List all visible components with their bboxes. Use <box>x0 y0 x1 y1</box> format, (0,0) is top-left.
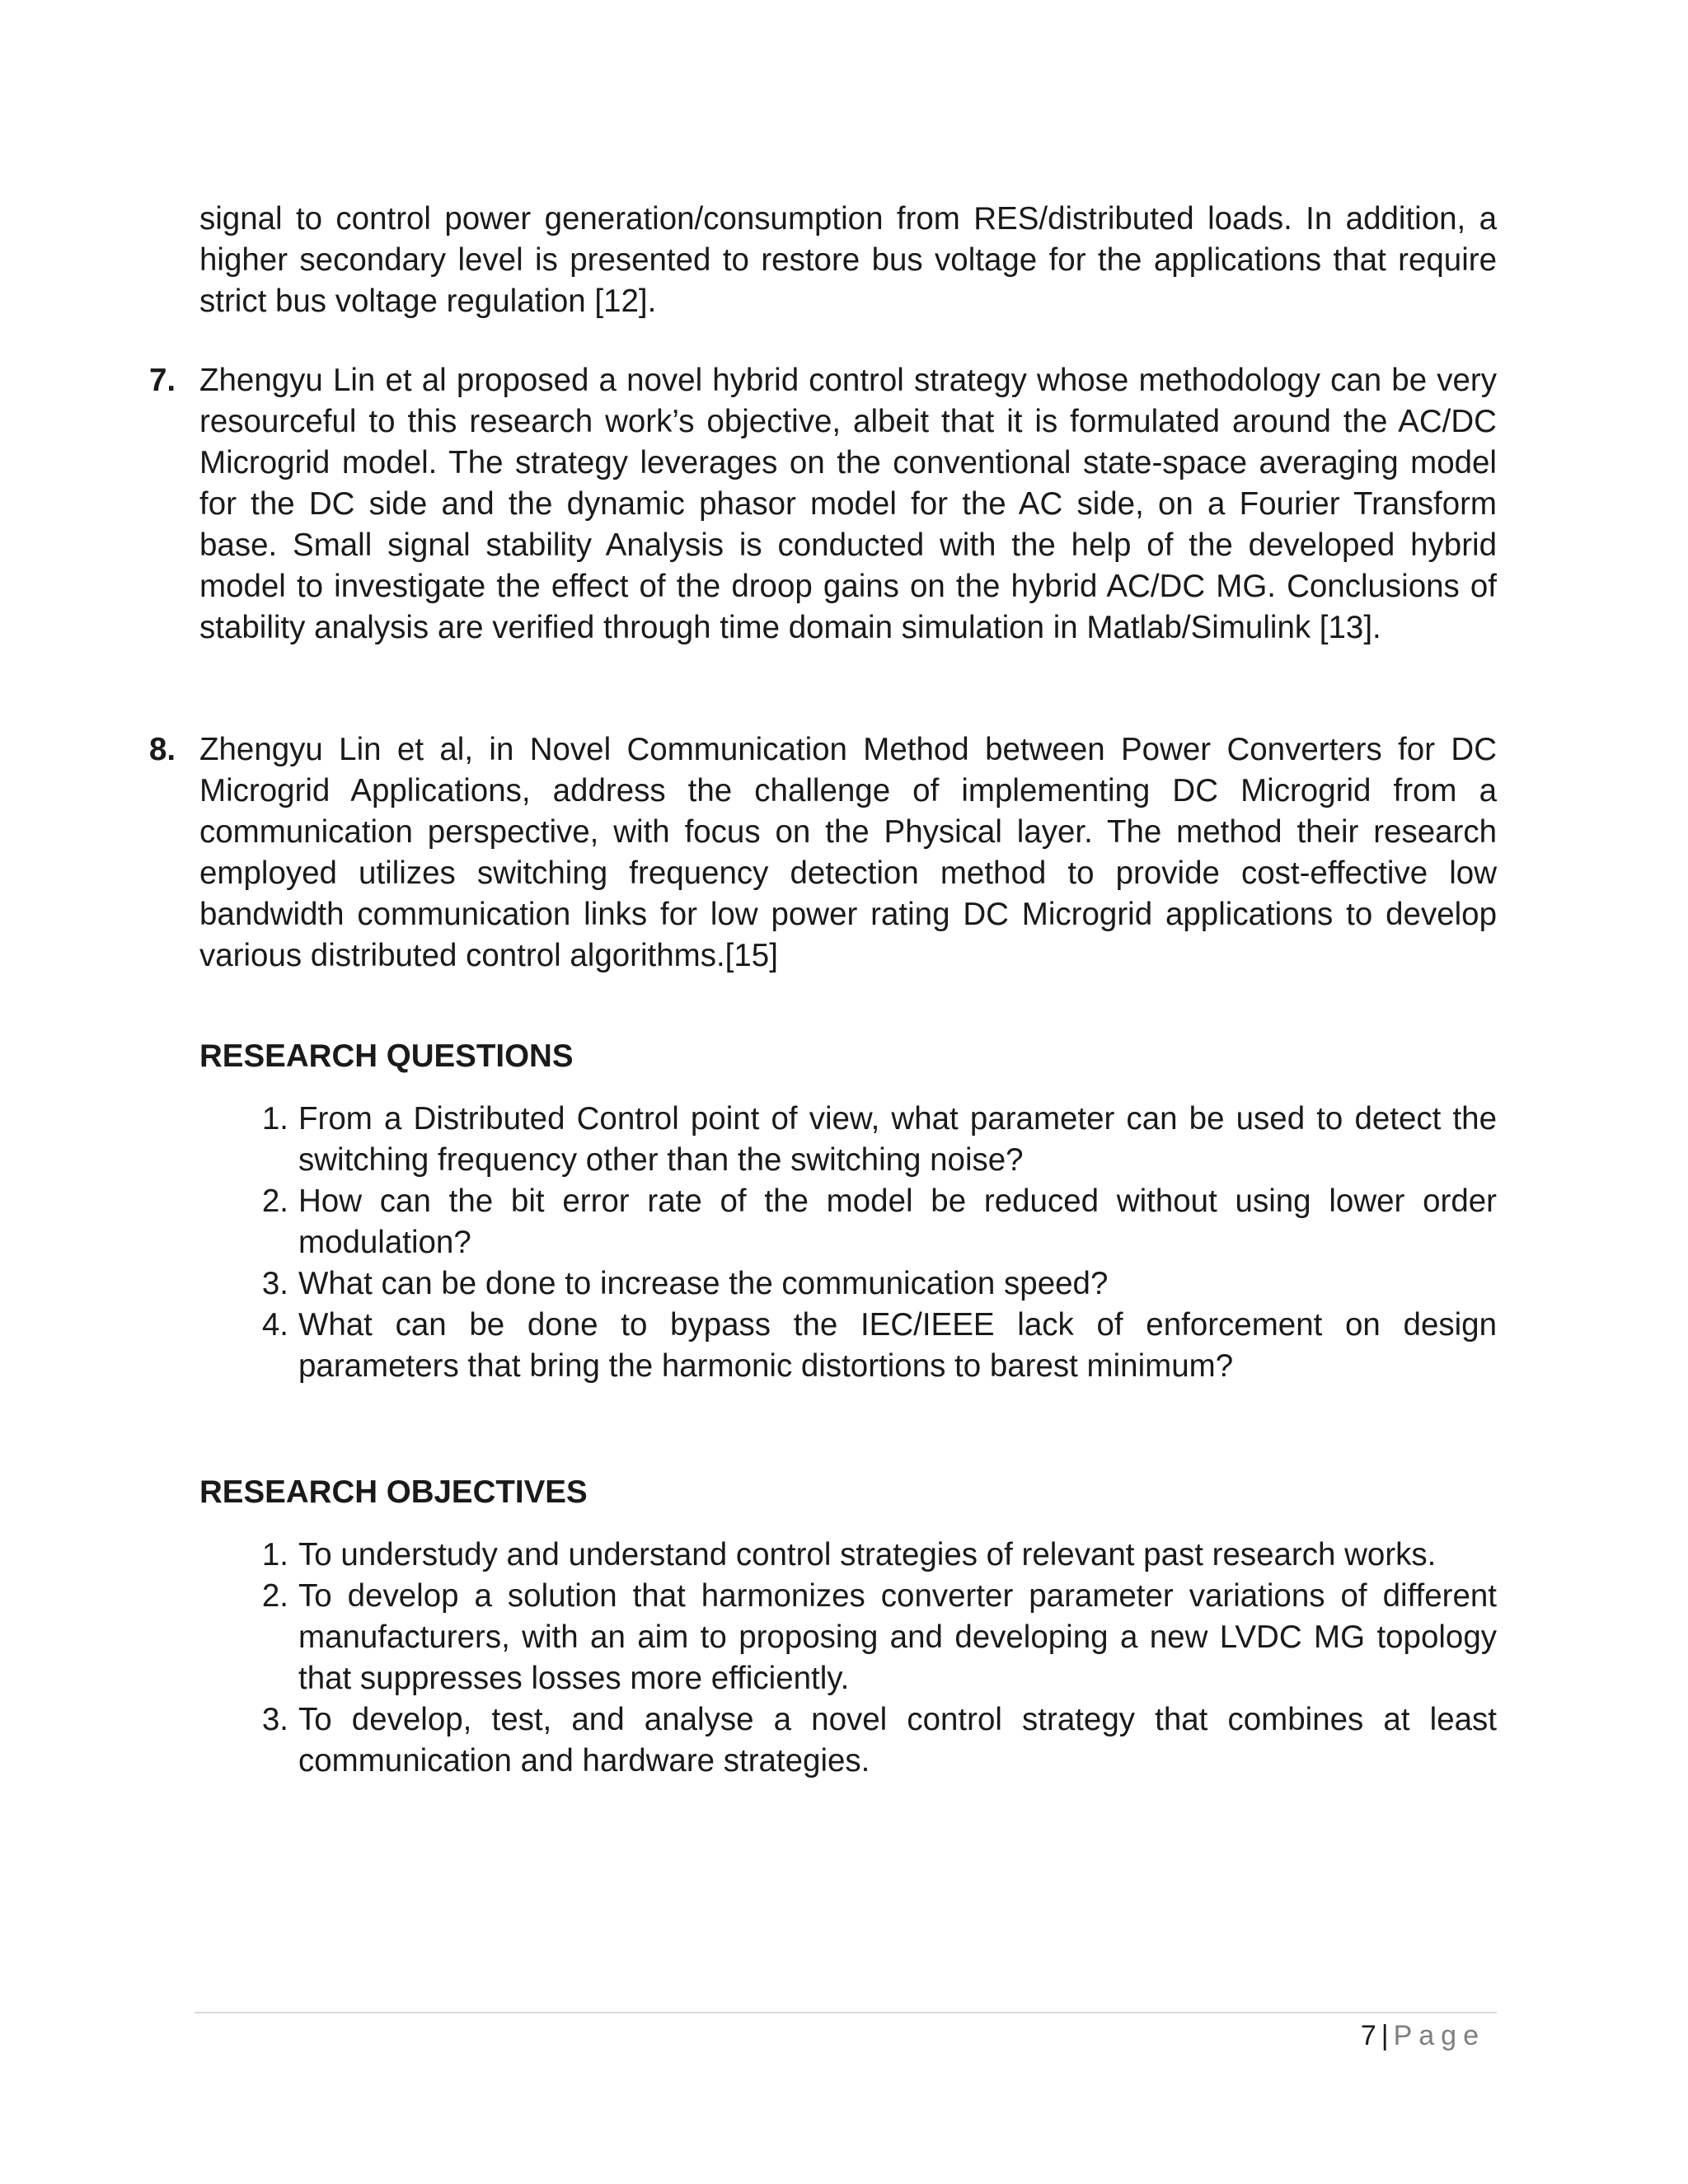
page-label: Page <box>1393 2020 1485 2051</box>
question-number: 4. <box>261 1307 288 1343</box>
footer-divider <box>195 2012 1497 2013</box>
objective-number: 2. <box>261 1578 288 1614</box>
objective-text: To develop a solution that harmonizes converter parameter variations of different manufacturers, with an aim to proposing and developing a new LVDC MG topology that suppresses losses more efficiently. <box>298 1578 1497 1696</box>
question-text: What can be done to increase the communication speed? <box>298 1266 1109 1301</box>
footer-separator: | <box>1381 2020 1389 2051</box>
objective-text: To understudy and understand control strategies of relevant past research works. <box>298 1537 1437 1572</box>
research-objectives-heading: RESEARCH OBJECTIVES <box>199 1474 588 1510</box>
question-number: 3. <box>261 1266 288 1301</box>
question-text: From a Distributed Control point of view, what parameter can be used to detect the switching frequency other than the switching noise? <box>298 1101 1497 1178</box>
list-item-text: Zhengyu Lin et al, in Novel Communication Method between Power Converters for DC Microgrid Applications, address the challenge of implementing DC Microgrid from a communication perspective, with focus on the Physical layer. The method their research employed utilizes switching frequency detection method to provide cost-effective low bandwidth communication links for low power rating DC Microgrid applications to develop various distributed control algorithms.[15] <box>199 732 1497 973</box>
page-number: 7 <box>1360 2020 1376 2051</box>
question-text: How can the bit error rate of the model be reduced without using lower order modulation? <box>298 1183 1497 1260</box>
objective-number: 1. <box>261 1537 288 1572</box>
question-text: What can be done to bypass the IEC/IEEE lack of enforcement on design parameters that bring the harmonic distortions to barest minimum? <box>298 1307 1497 1384</box>
objective-number: 3. <box>261 1702 288 1737</box>
continuation-paragraph: signal to control power generation/consumption from RES/distributed loads. In addition, a higher secondary level is presented to restore bus voltage for the applications that require strict bus voltage regulation [12]. <box>199 201 1497 319</box>
research-questions-heading: RESEARCH QUESTIONS <box>199 1038 574 1074</box>
question-number: 1. <box>261 1101 288 1137</box>
list-item-number: 7. <box>149 363 176 398</box>
objective-text: To develop, test, and analyse a novel control strategy that combines at least communication and hardware strategies. <box>298 1702 1497 1779</box>
page-footer <box>1361 2015 1485 2056</box>
list-item-text: Zhengyu Lin et al proposed a novel hybrid control strategy whose methodology can be very resourceful to this research work’s objective, albeit that it is formulated around the AC/DC Microgrid model. The strategy leverages on the conventional state-space averaging model for the DC side and the dynamic phasor model for the AC side, on a Fourier Transform base. Small signal stability Analysis is conducted with the help of the developed hybrid model to investigate the effect of the droop gains on the hybrid AC/DC MG. Conclusions of stability analysis are verified through time domain simulation in Matlab/Simulink [13]. <box>199 363 1497 645</box>
question-number: 2. <box>261 1183 288 1219</box>
list-item-number: 8. <box>149 732 176 767</box>
